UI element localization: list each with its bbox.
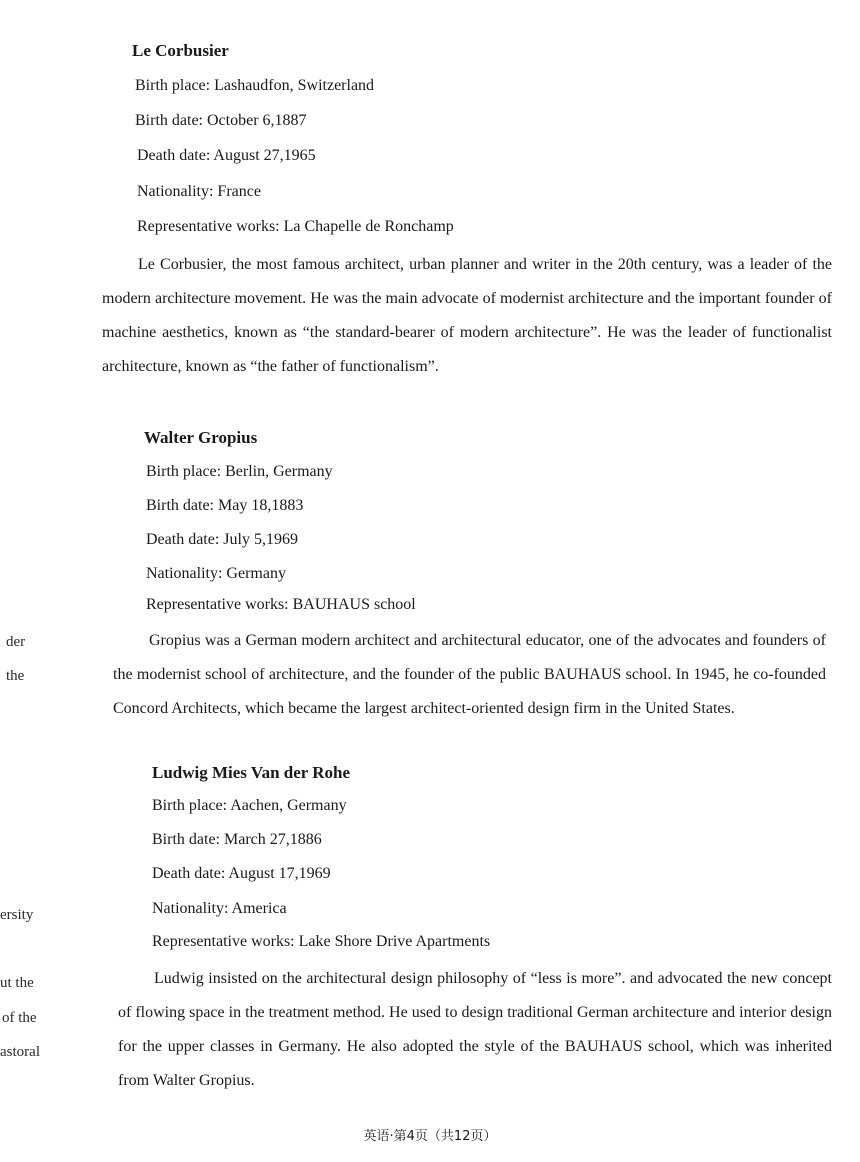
nationality: Nationality: Germany: [146, 565, 286, 582]
birth-date: Birth date: May 18,1883: [146, 497, 304, 514]
death-date: Death date: August 17,1969: [152, 865, 331, 882]
representative-works: Representative works: BAUHAUS school: [146, 596, 416, 613]
birth-date: Birth date: March 27,1886: [152, 831, 322, 848]
page-footer: 英语·第4页（共12页）: [363, 1129, 497, 1144]
margin-fragment: astoral: [0, 1044, 40, 1060]
paragraph-text: Ludwig insisted on the architectural design philosophy of “less is more”. and advocated the new concept of flowing space in the treatment method. He used to design traditional German architecture and interior design for the upper classes in Germany. He also adopted the style of the BAUHAUS school, which was inherited from Walter Gropius.: [118, 970, 832, 1089]
nationality: Nationality: America: [152, 900, 287, 917]
margin-fragment: ut the: [0, 975, 34, 991]
birth-place: Birth place: Aachen, Germany: [152, 797, 347, 814]
birth-date: Birth date: October 6,1887: [135, 112, 307, 129]
margin-fragment: ersity: [0, 907, 34, 923]
paragraph-le-corbusier: [102, 248, 832, 384]
margin-fragment: of the: [2, 1010, 37, 1026]
paragraph-walter-gropius: [113, 624, 826, 726]
nationality: Nationality: France: [137, 183, 261, 200]
representative-works: Representative works: La Chapelle de Ronchamp: [137, 218, 454, 235]
heading-ludwig-mies-van-der-rohe: Ludwig Mies Van der Rohe: [152, 763, 351, 782]
birth-place: Birth place: Lashaudfon, Switzerland: [135, 77, 375, 94]
death-date: Death date: July 5,1969: [146, 531, 298, 548]
heading-le-corbusier: Le Corbusier: [132, 41, 229, 60]
birth-place: Birth place: Berlin, Germany: [146, 463, 333, 480]
margin-fragment: the: [6, 668, 25, 684]
paragraph-text: Le Corbusier, the most famous architect, urban planner and writer in the 20th century, was a leader of the modern architecture movement. He was the main advocate of modernist architecture and the important founder of machine aesthetics, known as “the standard-bearer of modern architecture”. He was the leader of functionalist architecture, known as “the father of functionalism”.: [102, 256, 832, 375]
death-date: Death date: August 27,1965: [137, 147, 316, 164]
representative-works: Representative works: Lake Shore Drive Apartments: [152, 933, 491, 950]
heading-walter-gropius: Walter Gropius: [144, 428, 258, 447]
margin-fragment: der: [6, 634, 26, 650]
paragraph-text: Gropius was a German modern architect and architectural educator, one of the advocates and founders of the modernist school of architecture, and the founder of the public BAUHAUS school. In 1945, he co-founded Concord Architects, which became the largest architect-oriented design firm in the United States.: [113, 632, 826, 717]
paragraph-ludwig-mies: [118, 962, 832, 1098]
